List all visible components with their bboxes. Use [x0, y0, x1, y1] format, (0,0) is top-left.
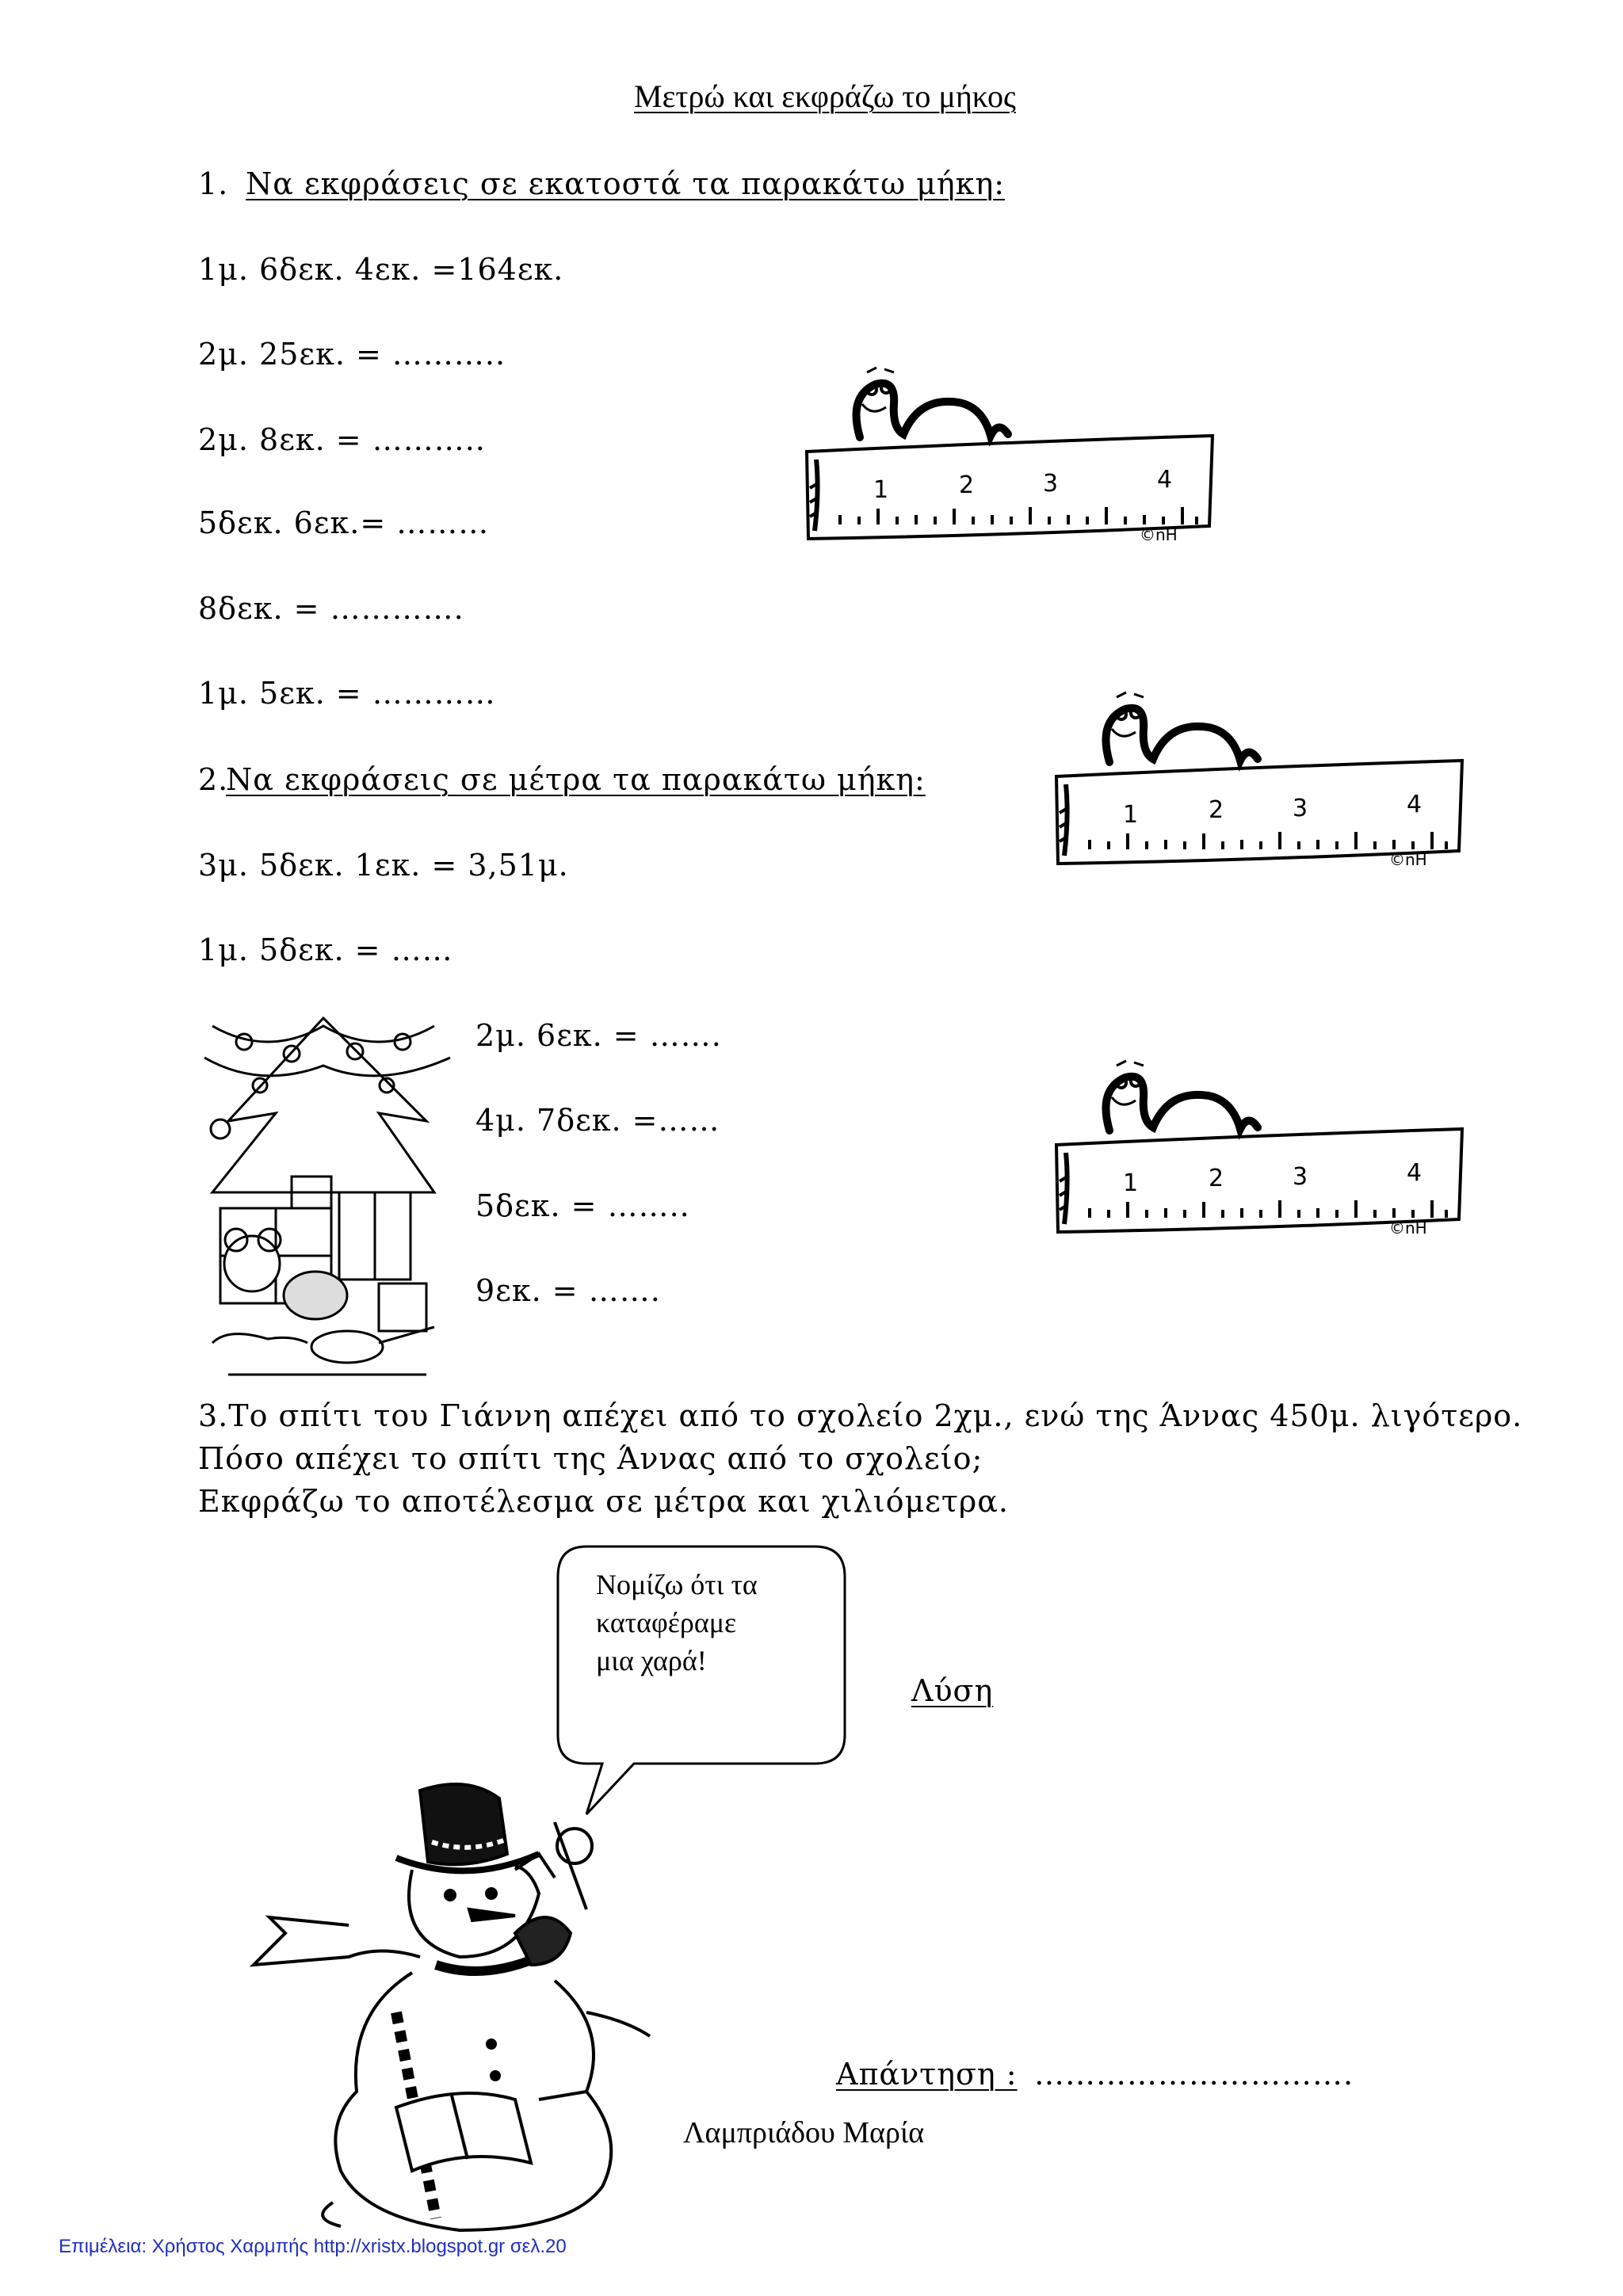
exercise2-line: 2μ. 6εκ. = ……. — [475, 1018, 722, 1053]
exercise3-line: Εκφράζω το αποτέλεσμα σε μέτρα και χιλιόμετρα. — [198, 1484, 1009, 1519]
ruler-number: 3 — [1293, 1163, 1308, 1191]
worm-on-ruler-icon — [1050, 666, 1470, 869]
exercise2-line: 1μ. 5δεκ. = …… — [198, 933, 453, 967]
author-name: Λαμπριάδου Μαρία — [683, 2116, 925, 2149]
exercise1-number: 1. — [198, 166, 229, 201]
ruler-number: 1 — [873, 476, 889, 504]
exercise2-heading: Να εκφράσεις σε μέτρα τα παρακάτω μήκη: — [226, 762, 926, 797]
exercise1-heading: Να εκφράσεις σε εκατοστά τα παρακάτω μήκη: — [246, 166, 1006, 201]
exercise3-line: Πόσο απέχει το σπίτι της Άννας από το σχολείο; — [198, 1441, 983, 1476]
exercise2-line: 5δεκ. = …….. — [475, 1188, 690, 1223]
solution-label: Λύση — [911, 1673, 994, 1708]
ruler-number: 4 — [1407, 791, 1423, 818]
exercise2-line: 9εκ. = ……. — [475, 1273, 661, 1308]
christmas-tree-presents-icon — [197, 1010, 458, 1375]
exercise1-line: 1μ. 5εκ. = ………… — [198, 676, 496, 711]
exercise1-line: 2μ. 25εκ. = ……….. — [198, 337, 506, 372]
speech-bubble-line: καταφέραμε — [596, 1607, 737, 1638]
exercise1-line: 8δεκ. = …………. — [198, 591, 464, 626]
exercise1-line: 2μ. 8εκ. = ……….. — [198, 422, 486, 457]
ruler-number: 2 — [1209, 1165, 1224, 1192]
ruler-number: 3 — [1293, 795, 1308, 822]
answer-blank: …………………………. — [1034, 2057, 1354, 2092]
footer-credit: Επιμέλεια: Χρήστος Χαρμπής http://xristx.blogspot.gr σελ.20 — [59, 2236, 567, 2257]
worm-on-ruler-icon — [800, 341, 1220, 544]
ruler-number: 2 — [1209, 796, 1224, 824]
exercise1-line: 1μ. 6δεκ. 4εκ. =164εκ. — [198, 252, 564, 287]
exercise2-number: 2. — [198, 762, 229, 797]
worm-on-ruler-icon — [1050, 1034, 1470, 1238]
ruler-signature: ©nH — [1140, 525, 1178, 544]
ruler-signature: ©nH — [1389, 850, 1427, 869]
ruler-number: 1 — [1123, 801, 1139, 829]
ruler-number: 3 — [1043, 470, 1059, 498]
ruler-signature: ©nH — [1389, 1219, 1427, 1238]
exercise2-line: 3μ. 5δεκ. 1εκ. = 3,51μ. — [198, 848, 569, 883]
speech-bubble-line: μια χαρά! — [596, 1645, 707, 1676]
exercise3-line: 3.Το σπίτι του Γιάννη απέχει από το σχολείο 2χμ., ενώ της Άννας 450μ. λιγότερο. — [198, 1398, 1523, 1433]
ruler-number: 4 — [1157, 466, 1173, 494]
exercise2-line: 4μ. 7δεκ. =…… — [475, 1103, 720, 1138]
ruler-number: 1 — [1123, 1169, 1139, 1197]
snowman-icon — [254, 1775, 729, 2234]
exercise1-line: 5δεκ. 6εκ.= ……… — [198, 505, 490, 540]
ruler-number: 2 — [959, 471, 975, 499]
page-title: Μετρώ και εκφράζω το μήκος — [634, 78, 1016, 114]
answer-label: Απάντηση : — [836, 2057, 1018, 2092]
speech-bubble-line: Νομίζω ότι τα — [596, 1569, 758, 1600]
ruler-number: 4 — [1407, 1159, 1423, 1187]
